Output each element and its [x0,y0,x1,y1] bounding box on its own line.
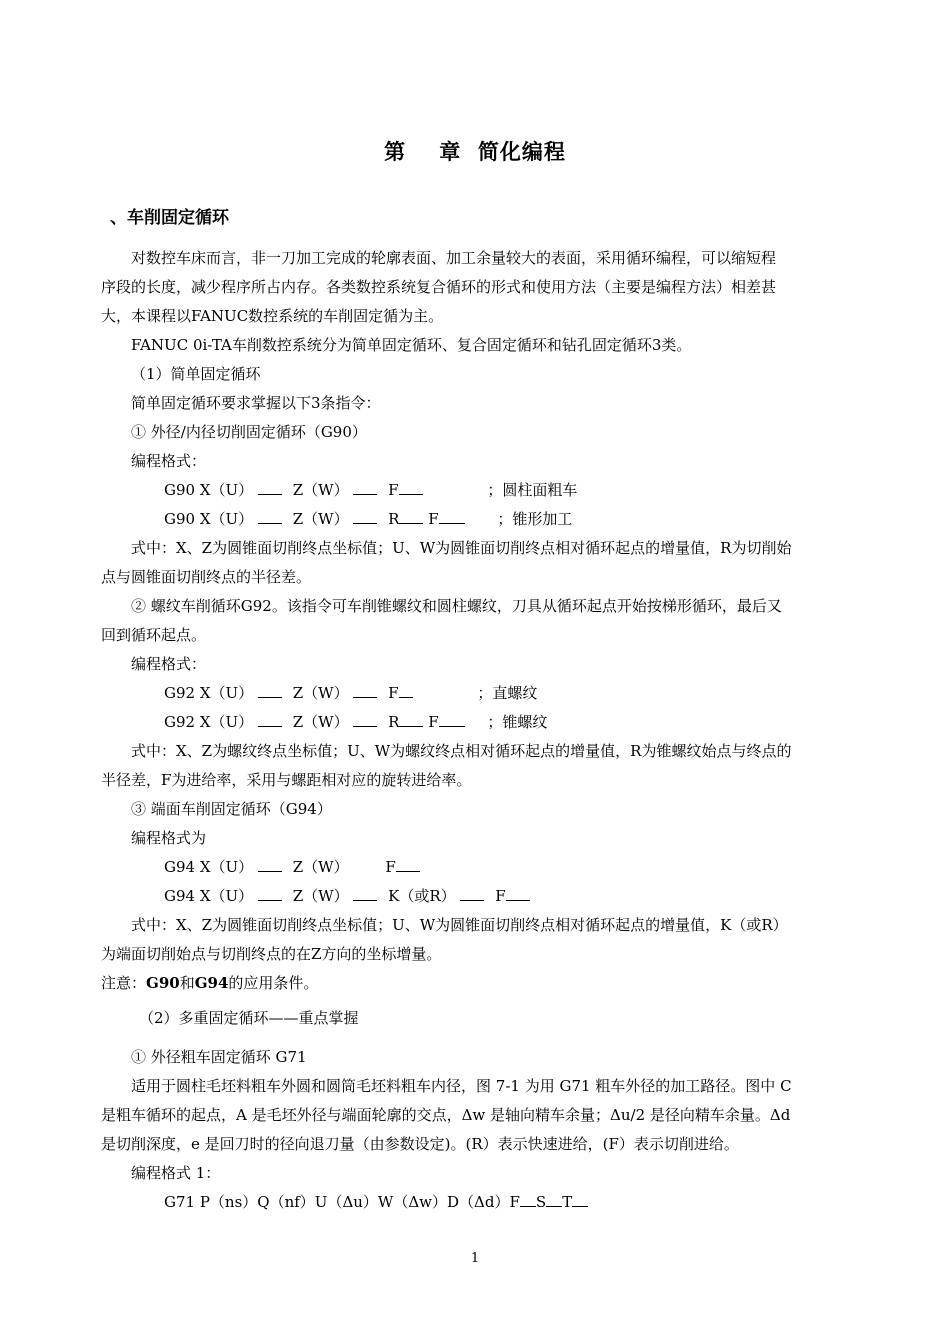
paragraph-line: 式中：X、Z为圆锥面切削终点坐标值；U、W为圆锥面切削终点相对循环起点的增量值，K（或R） [131,916,788,934]
blank [258,886,282,901]
blank [353,712,377,727]
code-line: G71 P（ns）Q（nf）U（Δu）W（Δw）D（Δd）F S T [164,1192,588,1212]
blank [506,886,530,901]
paragraph-line: 简单固定循环要求掌握以下3条指令： [131,394,381,412]
code-line: G94 X（U） Z（W） K（或R） F [164,886,530,906]
code-line: G92 X（U） Z（W） F ；直螺纹 [164,684,538,702]
code-line: G92 X（U） Z（W） R F ；锥螺纹 [164,713,548,731]
format-label: 编程格式 1： [131,1164,221,1182]
blank [439,712,465,727]
blank [520,1192,536,1207]
item-title: ① 外径/内径切削固定循环（G90） [131,423,367,441]
paragraph-line: 大，本课程以FANUC数控系统的车削固定循为主。 [101,307,444,325]
blank [258,480,282,495]
paragraph-line: 为端面切削始点与切削终点的在Z方向的坐标增量。 [101,945,442,963]
code-line: G90 X（U） Z（W） R F ；锥形加工 [164,510,573,528]
paragraph-line: FANUC 0i-TA车削数控系统分为简单固定循环、复合固定循环和钻孔固定循环3类。 [131,336,692,354]
subsection-title: （1）简单固定循环 [131,365,261,383]
format-label: 编程格式： [131,452,207,470]
blank [546,1192,562,1207]
subsection-title: （2）多重固定循环——重点掌握 [139,1009,359,1027]
chapter-title: 第 章 简化编程 [384,139,566,164]
format-label: 编程格式： [131,655,207,673]
paragraph-line: 对数控车床而言，非一刀加工完成的轮廓表面、加工余量较大的表面，采用循环编程，可以缩短程 [131,249,777,267]
blank [258,683,282,698]
paragraph-line: 点与圆锥面切削终点的半径差。 [101,568,312,586]
blank [399,683,413,698]
blank [353,886,377,901]
paragraph-line: 序段的长度，减少程序所占内存。各类数控系统复合循环的形式和使用方法（主要是编程方法）相差甚 [101,278,777,296]
blank [258,857,282,872]
paragraph-line: 是粗车循环的起点，A 是毛坯外径与端面轮廓的交点，Δw 是轴向精车余量；Δu/2 是径向精车余量。Δd [101,1106,791,1124]
blank [258,712,282,727]
item-title: ③ 端面车削固定循环（G94） [131,800,332,818]
page-number: 1 [470,1251,480,1266]
blank [258,509,282,524]
paragraph-line: 式中：X、Z为螺纹终点坐标值；U、W为螺纹终点相对循环起点的增量值，R为锥螺纹始点与终点的 [131,742,792,760]
section-title: 、车削固定循环 [110,208,229,228]
format-label: 编程格式为 [131,829,207,847]
blank [399,712,423,727]
blank [396,857,420,872]
blank [460,886,484,901]
paragraph-line: 回到循环起点。 [101,626,207,644]
paragraph-line: 是切削深度，e 是回刀时的径向退刀量（由参数设定)。(R）表示快速进给，(F）表示切削进给。 [101,1135,739,1153]
item-title: ② 螺纹车削循环G92。该指令可车削锥螺纹和圆柱螺纹，刀具从循环起点开始按梯形循环，最后又 [131,597,782,615]
blank [399,480,423,495]
blank [439,509,465,524]
blank [399,509,423,524]
note-line: 注意：G90和G94的应用条件。 [101,974,319,992]
code-line: G94 X（U） Z（W） F [164,857,420,877]
paragraph-line: 适用于圆柱毛坯料粗车外圆和圆筒毛坯料粗车内径，图 7-1 为用 G71 粗车外径的加工路径。图中 C [131,1077,792,1095]
blank [353,683,377,698]
paragraph-line: 半径差，F为进给率，采用与螺距相对应的旋转进给率。 [101,771,472,789]
code-line: G90 X（U） Z（W） F ；圆柱面粗车 [164,481,578,499]
blank [353,509,377,524]
paragraph-line: 式中：X、Z为圆锥面切削终点坐标值；U、W为圆锥面切削终点相对循环起点的增量值，R为切削始 [131,539,792,557]
blank [353,480,377,495]
item-title: ① 外径粗车固定循环 G71 [131,1048,307,1066]
blank [572,1192,588,1207]
